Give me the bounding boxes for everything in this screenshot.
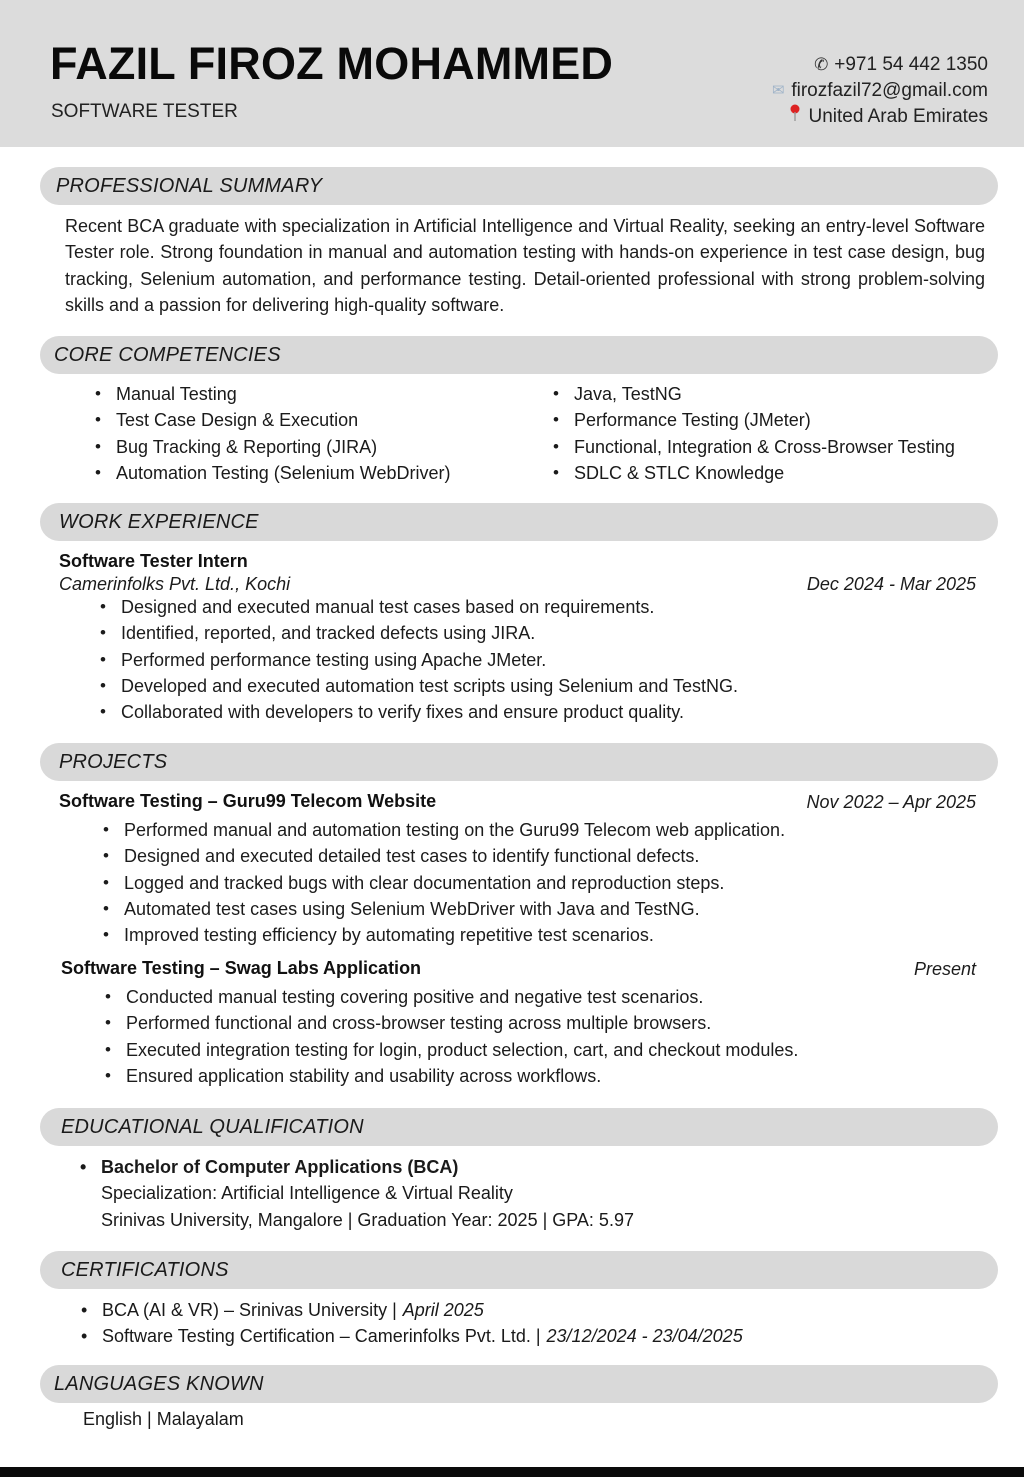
project-bullets	[124, 817, 785, 948]
cert-name: BCA (AI & VR) – Srinivas University |	[102, 1300, 397, 1320]
section-header-projects	[40, 743, 998, 781]
cert-name: Software Testing Certification – Camerinfolks Pvt. Ltd. |	[102, 1326, 541, 1347]
candidate-name: FAZIL FIROZ MOHAMMED	[50, 38, 614, 89]
list-item	[102, 1297, 743, 1323]
list-item: • Logged and tracked bugs with clear documentation and reproduction steps.	[124, 870, 785, 896]
resume-header	[0, 0, 1024, 147]
list-item: • Ensured application stability and usability across workflows.	[126, 1063, 798, 1089]
section-title: WORK EXPERIENCE	[59, 511, 259, 533]
job-organization: Camerinfolks Pvt. Ltd., Kochi	[59, 574, 291, 594]
project-title: Software Testing – Guru99 Telecom Website	[59, 791, 437, 811]
list-item: • Manual Testing	[116, 381, 450, 407]
map-pin-icon	[785, 104, 805, 130]
project-date: Nov 2022 – Apr 2025	[806, 792, 976, 812]
contact-block	[768, 52, 988, 130]
certifications-list	[102, 1297, 743, 1350]
project-title: Software Testing – Swag Labs Application	[61, 958, 422, 978]
section-header-education	[40, 1108, 998, 1146]
degree-name: • Bachelor of Computer Applications (BCA)	[101, 1154, 634, 1180]
list-item: • Improved testing efficiency by automating repetitive test scenarios.	[124, 922, 785, 948]
list-item: • SDLC & STLC Knowledge	[574, 460, 955, 486]
list-item: • Performed functional and cross-browser testing across multiple browsers.	[126, 1010, 798, 1036]
list-item: • Conducted manual testing covering positive and negative test scenarios.	[126, 984, 798, 1010]
bottom-border	[0, 1467, 1024, 1477]
location-text: United Arab Emirates	[808, 106, 988, 127]
job-title: Software Tester Intern	[59, 551, 248, 571]
section-header-competencies	[40, 336, 998, 374]
languages-text: English | Malayalam	[83, 1409, 244, 1429]
section-header-languages	[40, 1365, 998, 1403]
section-title: CORE COMPETENCIES	[54, 344, 281, 366]
candidate-role: SOFTWARE TESTER	[51, 101, 238, 122]
degree-details: Srinivas University, Mangalore | Graduation Year: 2025 | GPA: 5.97	[101, 1209, 634, 1230]
section-title: PROJECTS	[59, 751, 168, 773]
phone-number[interactable]: +971 54 442 1350	[834, 54, 988, 75]
section-header-certifications	[40, 1251, 998, 1289]
contact-location	[768, 104, 988, 130]
envelope-icon: ✉	[772, 82, 785, 99]
cert-date: 23/12/2024 - 23/04/2025	[546, 1326, 743, 1347]
list-item: • Performed performance testing using Apache JMeter.	[121, 647, 738, 673]
list-item: • Collaborated with developers to verify fixes and ensure product quality.	[121, 699, 738, 725]
education-entry	[101, 1154, 634, 1233]
list-item: • Java, TestNG	[574, 381, 955, 407]
competencies-left-list	[116, 381, 450, 486]
list-item: • Automated test cases using Selenium WebDriver with Java and TestNG.	[124, 896, 785, 922]
section-header-summary	[40, 167, 998, 205]
summary-text: Recent BCA graduate with specialization in Artificial Intelligence and Virtual Reality, seeking an entry-level Software Tester role. Strong foundation in manual and automation testing with hands-on experience in test case design, bug tracking, Selenium automation, and performance testing. Detail-oriented professional with strong problem-solving skills and a passion for delivering high-quality software.	[65, 216, 985, 315]
section-title: CERTIFICATIONS	[61, 1259, 229, 1281]
phone-icon: ✆	[814, 55, 829, 74]
list-item: • Automation Testing (Selenium WebDriver)	[116, 460, 450, 486]
list-item: • Performed manual and automation testing on the Guru99 Telecom web application.	[124, 817, 785, 843]
job-bullets	[121, 594, 738, 725]
email-address[interactable]: firozfazil72@gmail.com	[791, 80, 988, 101]
list-item: • Performance Testing (JMeter)	[574, 407, 955, 433]
list-item	[102, 1323, 743, 1349]
cert-date: April 2025	[402, 1300, 484, 1320]
list-item: • Test Case Design & Execution	[116, 407, 450, 433]
contact-phone	[768, 52, 988, 78]
contact-email	[768, 78, 988, 104]
section-title: EDUCATIONAL QUALIFICATION	[61, 1116, 364, 1138]
list-item: • Designed and executed detailed test cases to identify functional defects.	[124, 843, 785, 869]
list-item: • Bug Tracking & Reporting (JIRA)	[116, 434, 450, 460]
list-item: • Functional, Integration & Cross-Browser Testing	[574, 434, 955, 460]
competencies-right-list	[574, 381, 955, 486]
section-header-experience	[40, 503, 998, 541]
section-title: PROFESSIONAL SUMMARY	[56, 175, 323, 197]
list-item: • Executed integration testing for login, product selection, cart, and checkout modules.	[126, 1037, 798, 1063]
job-date: Dec 2024 - Mar 2025	[806, 574, 976, 594]
list-item: • Identified, reported, and tracked defects using JIRA.	[121, 620, 738, 646]
section-title: LANGUAGES KNOWN	[54, 1373, 264, 1395]
list-item: • Designed and executed manual test cases based on requirements.	[121, 594, 738, 620]
degree-specialization: Specialization: Artificial Intelligence & Virtual Reality	[101, 1183, 513, 1204]
project-bullets	[126, 984, 798, 1089]
project-date: Present	[913, 959, 976, 979]
list-item: • Developed and executed automation test scripts using Selenium and TestNG.	[121, 673, 738, 699]
